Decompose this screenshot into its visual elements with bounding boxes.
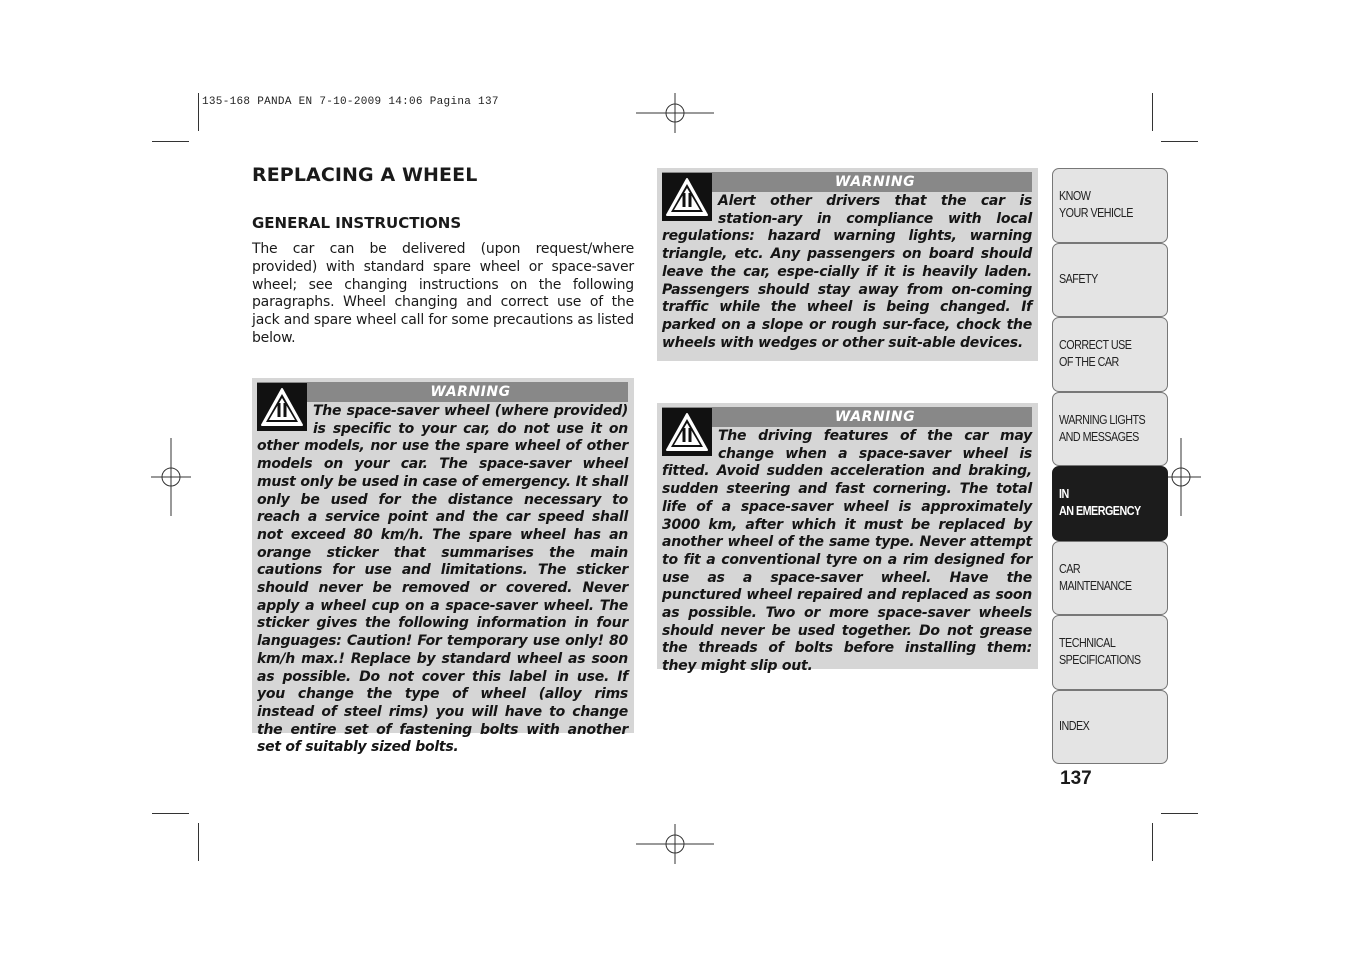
registration-mark-icon (151, 438, 191, 516)
warning-box (657, 168, 1038, 361)
warning-label: WARNING (257, 382, 628, 402)
crop-mark (1152, 93, 1153, 131)
warning-box (657, 403, 1038, 675)
tab-index[interactable] (1052, 690, 1168, 765)
crop-mark (1161, 813, 1198, 814)
tab-in-an-emergency[interactable] (1052, 466, 1168, 541)
tab-label: IN AN EMERGENCY (1059, 487, 1141, 519)
tab-label: CAR MAINTENANCE (1059, 561, 1132, 593)
tab-correct-use[interactable] (1052, 317, 1168, 392)
tab-know-your-vehicle[interactable] (1052, 168, 1168, 243)
warning-text: The space-saver wheel (where provided) is specific to your car, do not use it on other models, nor use the spare wheel of other models on your car. The space-saver wheel must only be used in case of emergency. It shall only be used for the distance necessary to reach a service point and the car speed shall not exceed 80 km/h. The spare wheel has an orange sticker that summarises the main cautions for use and limitations. The sticker should never be removed or covered. Never apply a wheel cup on a space-saver wheel. The sticker gives the following information in four languages: Caution! For temporary use only! 80 km/h max.! Replace by standard wheel as soon as possible. Do not cover this label in use. If you change the type of wheel (alloy rims instead of steel rims) you will have to change the entire set of fastening bolts with another set of suitably sized bolts. (257, 403, 628, 756)
warning-box (252, 378, 634, 756)
crop-mark (198, 93, 199, 131)
crop-mark (198, 823, 199, 861)
print-slug: 135-168 PANDA EN 7-10-2009 14:06 Pagina 137 (202, 96, 499, 108)
crop-mark (1161, 141, 1198, 142)
tab-warning-lights[interactable] (1052, 392, 1168, 467)
body-paragraph: The car can be delivered (upon request/where provided) with standard spare wheel or space-saver wheel; see changing instructions on the following paragraphs. Wheel changing and correct use of the jack and spare wheel call for some precautions as listed below. (252, 241, 634, 346)
tab-label: CORRECT USE OF THE CAR (1059, 338, 1132, 370)
warning-label: WARNING (662, 172, 1032, 192)
tab-label: SAFETY (1059, 272, 1098, 287)
warning-text: Alert other drivers that the car is station-ary in compliance with local regulations: hazard warning lights, warning triangle, etc. Any passengers on board should leave the car, espe-cially if it is heavily laden. Passengers should stay away from on-coming traffic while the wheel is being changed. If parked on a slope or rough sur-face, chock the wheels with wedges or other suit-able devices. (662, 193, 1032, 351)
chapter-tabs (1052, 168, 1168, 764)
tab-label: KNOW YOUR VEHICLE (1059, 189, 1133, 221)
warning-triangle-icon (257, 383, 307, 431)
crop-mark (152, 141, 189, 142)
registration-mark-icon (636, 824, 714, 864)
page-title: REPLACING A WHEEL (252, 164, 478, 186)
crop-mark (1152, 823, 1153, 861)
warning-triangle-icon (662, 173, 712, 221)
section-title: GENERAL INSTRUCTIONS (252, 214, 462, 232)
registration-mark-icon (636, 93, 714, 133)
tab-label: INDEX (1059, 719, 1090, 734)
warning-text: The driving features of the car may change when a space-saver wheel is fitted. Avoid sudden acceleration and braking, sudden steering and fast cornering. The total life of a space-saver wheel is approximately 3000 km, after which it must be replaced by another wheel of the same type. Never attempt to fit a conventional tyre on a rim designed for use as a space-saver wheel. Have the punctured wheel repaired and replaced as soon as possible. Two or more space-saver wheels should never be used together. Do not grease the threads of bolts before installing them: they might slip out. (662, 428, 1032, 675)
tab-label: TECHNICAL SPECIFICATIONS (1059, 636, 1141, 668)
page-number: 137 (1060, 768, 1092, 789)
warning-label: WARNING (662, 407, 1032, 427)
tab-safety[interactable] (1052, 243, 1168, 318)
warning-triangle-icon (662, 408, 712, 456)
tab-technical-specifications[interactable] (1052, 615, 1168, 690)
tab-label: WARNING LIGHTS AND MESSAGES (1059, 412, 1146, 444)
crop-mark (152, 813, 189, 814)
tab-car-maintenance[interactable] (1052, 541, 1168, 616)
